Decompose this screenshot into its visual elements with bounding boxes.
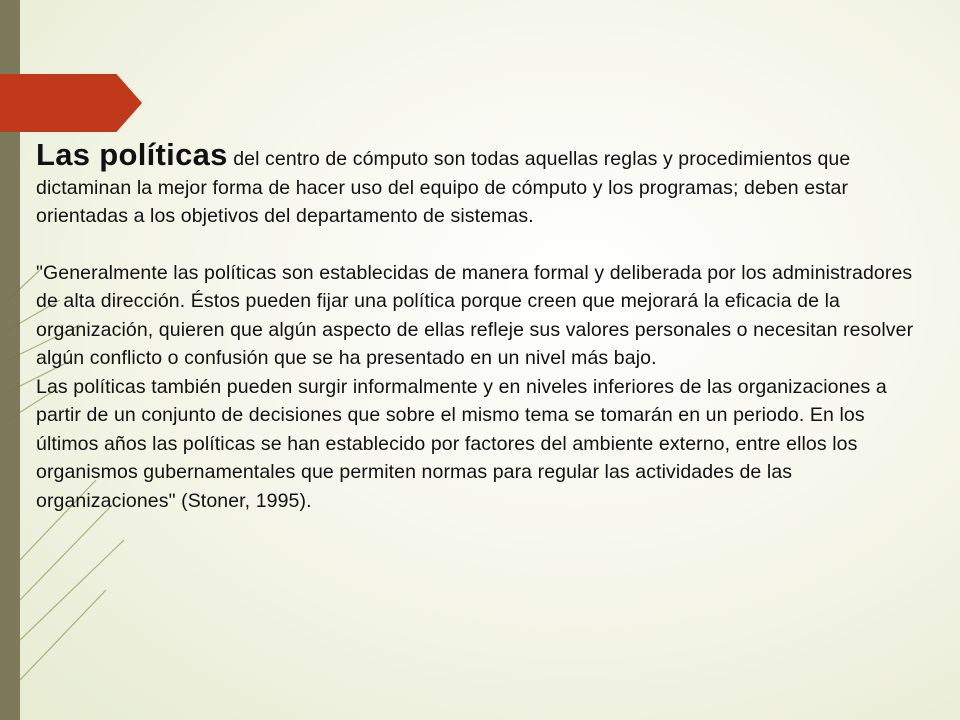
quote-paragraph-2: Las políticas también pueden surgir informalmente y en niveles inferiores de las organizaciones a partir de un conjunto de decisiones que sobre el mismo tema se tomarán en un periodo. En los últimos años las políticas se han establecido por factores del ambiente externo, entre ellos los organismos gubernamentales que permiten normas para regular las actividades de las organizaciones" (Stoner, 1995). bbox=[36, 375, 887, 512]
quote-paragraph-1: "Generalmente las políticas son establecidas de manera formal y deliberada por los administradores de alta dirección. Éstos pueden fijar una política porque creen que mejorará la eficacia de la organización, quieren que algún aspecto de ellas refleje sus valores personales o necesitan resolver algún conflicto o confusión que se ha presentado en un nivel más bajo. bbox=[36, 261, 914, 369]
accent-arrow-tab bbox=[0, 74, 142, 132]
intro-lead-heading: Las políticas bbox=[36, 137, 228, 172]
paragraph-spacer bbox=[36, 231, 926, 259]
slide-body bbox=[36, 137, 926, 515]
intro-paragraph bbox=[36, 137, 926, 231]
intro-text: del centro de cómputo son todas aquellas reglas y procedimientos que dictaminan la mejor forma de hacer uso del equipo de cómputo y los programas; deben estar orientadas a los objetivos del departamento de sistemas. bbox=[36, 148, 851, 227]
